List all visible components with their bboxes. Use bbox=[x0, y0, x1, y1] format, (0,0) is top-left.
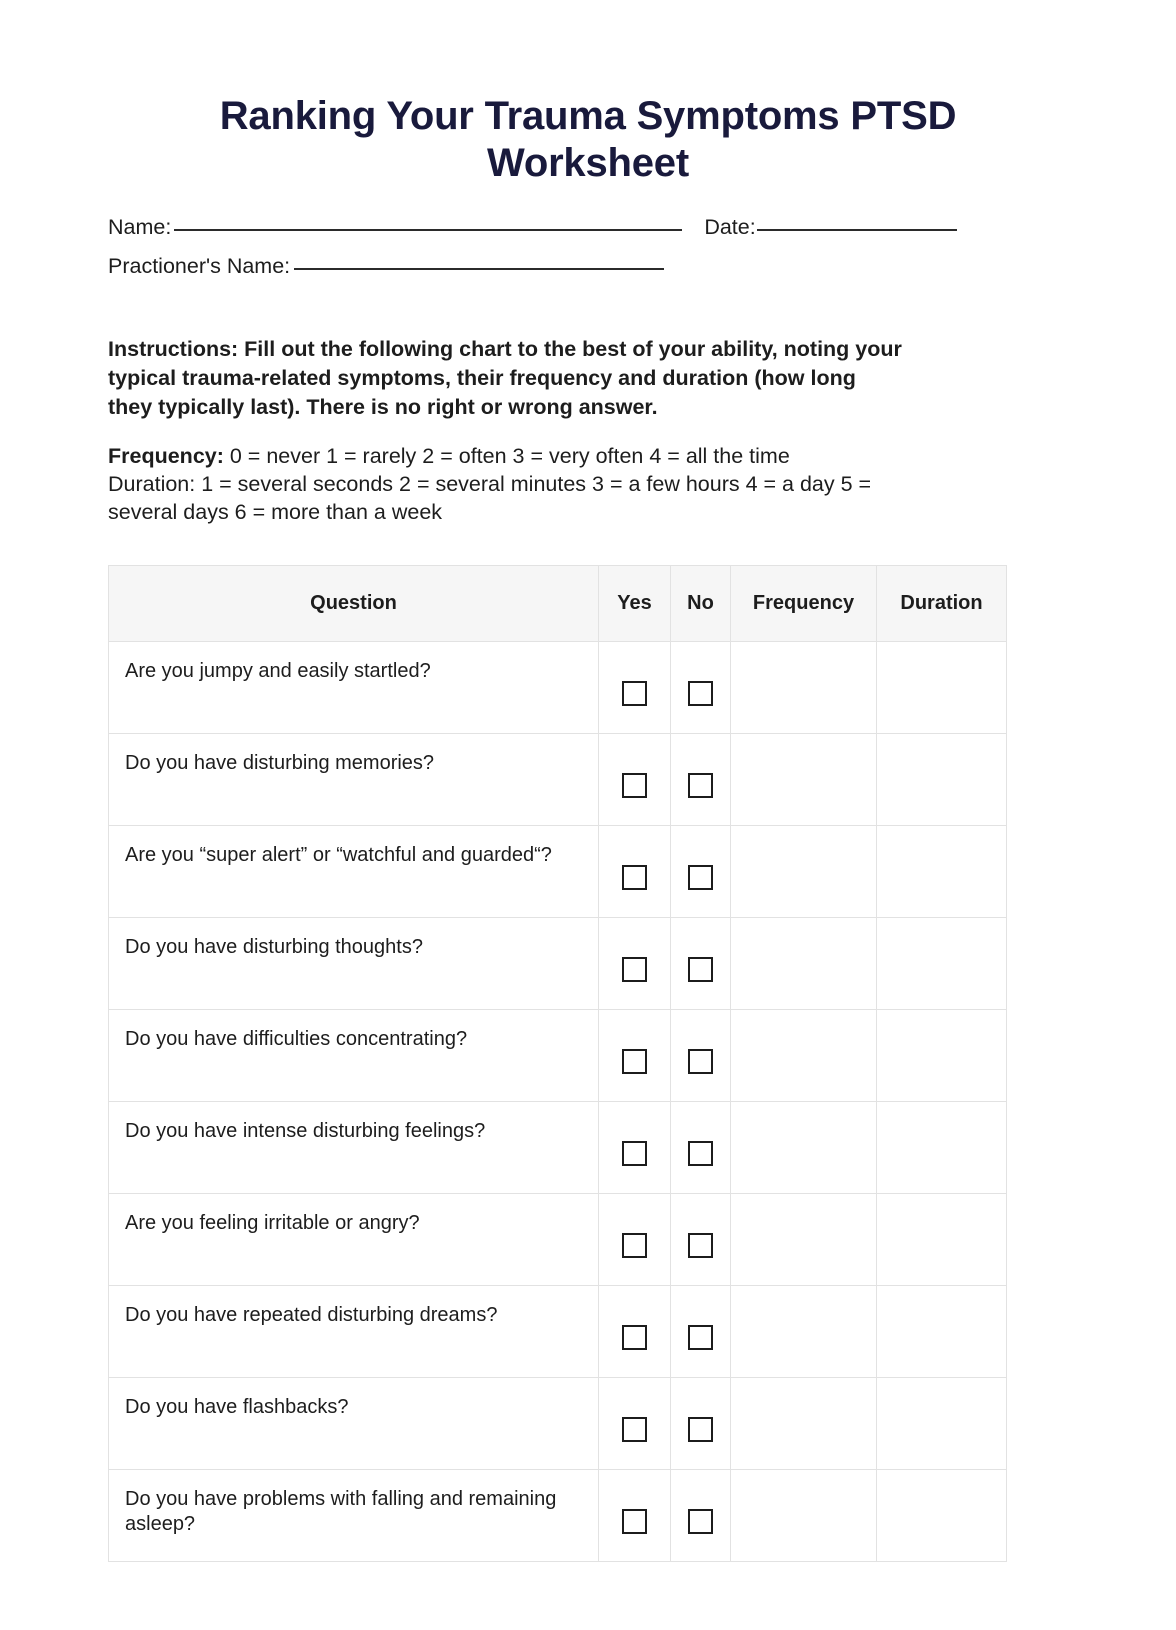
column-header-duration: Duration bbox=[877, 565, 1007, 641]
question-cell: Do you have flashbacks? bbox=[109, 1377, 599, 1469]
table-row bbox=[109, 825, 1007, 917]
name-label: Name: bbox=[108, 215, 172, 240]
yes-checkbox[interactable] bbox=[622, 1417, 647, 1442]
column-header-no: No bbox=[671, 565, 731, 641]
no-checkbox[interactable] bbox=[688, 1325, 713, 1350]
duration-scale-label: Duration: bbox=[108, 472, 196, 497]
rating-scales bbox=[0, 421, 1040, 527]
frequency-input-cell[interactable] bbox=[731, 1469, 877, 1561]
name-date-row bbox=[108, 217, 1068, 239]
no-checkbox-cell[interactable] bbox=[671, 1377, 731, 1469]
no-checkbox[interactable] bbox=[688, 957, 713, 982]
duration-input-cell[interactable] bbox=[877, 1193, 1007, 1285]
identity-fields bbox=[0, 187, 1176, 277]
table-row bbox=[109, 1101, 1007, 1193]
duration-input-cell[interactable] bbox=[877, 1285, 1007, 1377]
question-cell: Do you have disturbing thoughts? bbox=[109, 917, 599, 1009]
column-header-frequency: Frequency bbox=[731, 565, 877, 641]
no-checkbox[interactable] bbox=[688, 1233, 713, 1258]
date-label: Date: bbox=[704, 215, 756, 240]
page-title: Ranking Your Trauma Symptoms PTSD Worksheet bbox=[219, 94, 957, 186]
duration-input-cell[interactable] bbox=[877, 1101, 1007, 1193]
no-checkbox[interactable] bbox=[688, 1141, 713, 1166]
no-checkbox[interactable] bbox=[688, 1049, 713, 1074]
table-row bbox=[109, 641, 1007, 733]
yes-checkbox[interactable] bbox=[622, 1049, 647, 1074]
yes-checkbox[interactable] bbox=[622, 1509, 647, 1534]
no-checkbox[interactable] bbox=[688, 773, 713, 798]
table-row bbox=[109, 733, 1007, 825]
yes-checkbox[interactable] bbox=[622, 865, 647, 890]
no-checkbox-cell[interactable] bbox=[671, 1101, 731, 1193]
question-cell: Do you have problems with falling and remaining asleep? bbox=[109, 1469, 599, 1561]
frequency-input-cell[interactable] bbox=[731, 1285, 877, 1377]
instructions-text: Instructions: Fill out the following chart to the best of your ability, noting your typical trauma-related symptoms, their frequency and duration (how long they typically last). There is no right or wrong answer. bbox=[108, 337, 902, 419]
frequency-scale bbox=[108, 443, 932, 471]
table-row bbox=[109, 1377, 1007, 1469]
symptom-table-container bbox=[0, 527, 1176, 1562]
yes-checkbox-cell[interactable] bbox=[599, 641, 671, 733]
yes-checkbox[interactable] bbox=[622, 1325, 647, 1350]
no-checkbox[interactable] bbox=[688, 865, 713, 890]
no-checkbox-cell[interactable] bbox=[671, 825, 731, 917]
no-checkbox-cell[interactable] bbox=[671, 1009, 731, 1101]
yes-checkbox-cell[interactable] bbox=[599, 825, 671, 917]
question-cell: Do you have difficulties concentrating? bbox=[109, 1009, 599, 1101]
duration-input-cell[interactable] bbox=[877, 733, 1007, 825]
no-checkbox-cell[interactable] bbox=[671, 1469, 731, 1561]
practitioner-label: Practioner's Name: bbox=[108, 253, 291, 278]
frequency-input-cell[interactable] bbox=[731, 641, 877, 733]
duration-input-cell[interactable] bbox=[877, 917, 1007, 1009]
question-cell: Are you feeling irritable or angry? bbox=[109, 1193, 599, 1285]
yes-checkbox[interactable] bbox=[622, 681, 647, 706]
no-checkbox-cell[interactable] bbox=[671, 1193, 731, 1285]
symptom-table bbox=[108, 565, 1007, 1562]
no-checkbox[interactable] bbox=[688, 1417, 713, 1442]
no-checkbox[interactable] bbox=[688, 1509, 713, 1534]
no-checkbox-cell[interactable] bbox=[671, 733, 731, 825]
yes-checkbox-cell[interactable] bbox=[599, 1377, 671, 1469]
frequency-input-cell[interactable] bbox=[731, 1101, 877, 1193]
question-cell: Are you jumpy and easily startled? bbox=[109, 641, 599, 733]
question-cell: Are you “super alert” or “watchful and guarded“? bbox=[109, 825, 599, 917]
yes-checkbox-cell[interactable] bbox=[599, 733, 671, 825]
yes-checkbox[interactable] bbox=[622, 1233, 647, 1258]
no-checkbox-cell[interactable] bbox=[671, 641, 731, 733]
duration-scale bbox=[108, 471, 932, 527]
table-row bbox=[109, 917, 1007, 1009]
yes-checkbox[interactable] bbox=[622, 1141, 647, 1166]
frequency-input-cell[interactable] bbox=[731, 917, 877, 1009]
name-input[interactable] bbox=[174, 229, 682, 231]
yes-checkbox-cell[interactable] bbox=[599, 917, 671, 1009]
no-checkbox-cell[interactable] bbox=[671, 917, 731, 1009]
duration-input-cell[interactable] bbox=[877, 641, 1007, 733]
duration-input-cell[interactable] bbox=[877, 1377, 1007, 1469]
frequency-input-cell[interactable] bbox=[731, 1009, 877, 1101]
yes-checkbox-cell[interactable] bbox=[599, 1009, 671, 1101]
yes-checkbox-cell[interactable] bbox=[599, 1193, 671, 1285]
yes-checkbox-cell[interactable] bbox=[599, 1101, 671, 1193]
frequency-scale-label: Frequency: bbox=[108, 444, 224, 469]
yes-checkbox-cell[interactable] bbox=[599, 1469, 671, 1561]
no-checkbox[interactable] bbox=[688, 681, 713, 706]
frequency-input-cell[interactable] bbox=[731, 733, 877, 825]
question-cell: Do you have repeated disturbing dreams? bbox=[109, 1285, 599, 1377]
no-checkbox-cell[interactable] bbox=[671, 1285, 731, 1377]
column-header-question: Question bbox=[109, 565, 599, 641]
table-header bbox=[109, 565, 1007, 641]
column-header-yes: Yes bbox=[599, 565, 671, 641]
duration-scale-values: 1 = several seconds 2 = several minutes 3 = a few hours 4 = a day 5 = several days 6 = more than a week bbox=[108, 472, 872, 525]
duration-input-cell[interactable] bbox=[877, 1469, 1007, 1561]
table-row bbox=[109, 1469, 1007, 1561]
table-header-row bbox=[109, 565, 1007, 641]
frequency-input-cell[interactable] bbox=[731, 825, 877, 917]
duration-input-cell[interactable] bbox=[877, 1009, 1007, 1101]
frequency-input-cell[interactable] bbox=[731, 1377, 877, 1469]
duration-input-cell[interactable] bbox=[877, 825, 1007, 917]
date-input[interactable] bbox=[757, 229, 957, 231]
yes-checkbox[interactable] bbox=[622, 773, 647, 798]
practitioner-row bbox=[108, 253, 1068, 278]
table-row bbox=[109, 1009, 1007, 1101]
table-body bbox=[109, 641, 1007, 1561]
frequency-scale-values: 0 = never 1 = rarely 2 = often 3 = very often 4 = all the time bbox=[223, 444, 790, 469]
frequency-input-cell[interactable] bbox=[731, 1193, 877, 1285]
yes-checkbox-cell[interactable] bbox=[599, 1285, 671, 1377]
question-cell: Do you have intense disturbing feelings? bbox=[109, 1101, 599, 1193]
yes-checkbox[interactable] bbox=[622, 957, 647, 982]
table-row bbox=[109, 1193, 1007, 1285]
practitioner-input[interactable] bbox=[294, 268, 664, 270]
question-cell: Do you have disturbing memories? bbox=[109, 733, 599, 825]
table-row bbox=[109, 1285, 1007, 1377]
